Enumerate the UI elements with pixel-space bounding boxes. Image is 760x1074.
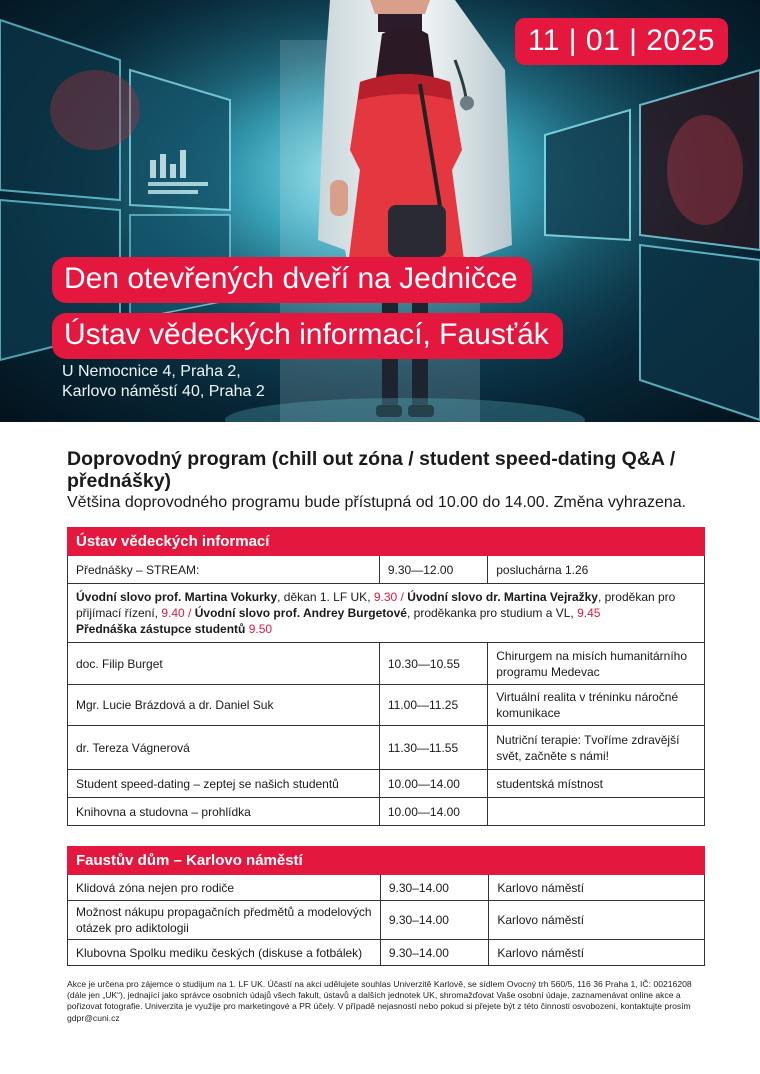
row-name: Klidová zóna nejen pro rodiče bbox=[68, 875, 381, 901]
event-date-badge: 11 | 01 | 2025 bbox=[515, 18, 728, 65]
speech-2-time: 9.40 bbox=[161, 606, 185, 620]
row-note: studentská místnost bbox=[488, 770, 705, 798]
row-name: Klubovna Spolku mediku českých (diskuse a fotbálek) bbox=[68, 940, 381, 966]
hero-banner bbox=[0, 0, 760, 422]
gdpr-footnote: Akce je určena pro zájemce o studijum na 1. LF UK. Účastí na akci udělujete souhlas Univerzitě Karlově, se sídlem Ovocný trh 560/5, 116 36 Praha 1, IČ: 00216208 (dále jen „UK“), jednající jako správce osobních údajů všech fakult, ústavů a dalších jednotek UK, shromažďovat Vaše osobní údaje, zaznamenávat online akce a pořizovat fotografie. Univerzita je využije pro marketingové a PR účely. V případě nejasností nebo pokud si přejete být z této činnosti osvobozeni, kontaktujte prosím gdpr@cuni.cz bbox=[67, 979, 692, 1023]
table-header-row bbox=[68, 847, 705, 875]
table-row-speeches bbox=[68, 584, 705, 643]
speech-1: Úvodní slovo prof. Martina Vokurky bbox=[76, 590, 278, 604]
table-heading-faust: Faustův dům – Karlovo náměstí bbox=[68, 847, 705, 875]
row-name: Možnost nákupu propagačních předmětů a modelových otázek pro adiktologii bbox=[68, 901, 381, 940]
row-name: Mgr. Lucie Brázdová a dr. Daniel Suk bbox=[68, 685, 380, 726]
separator: / bbox=[397, 590, 408, 604]
table-heading-uvi: Ústav vědeckých informací bbox=[68, 528, 705, 556]
row-name: doc. Filip Burget bbox=[68, 643, 380, 685]
speech-2-role: , proděkan pro přijímací řízení, bbox=[76, 590, 676, 620]
program-title: Doprovodný program (chill out zóna / student speed-dating Q&A / přednášky) bbox=[67, 448, 676, 492]
row-name: Knihovna a studovna – prohlídka bbox=[68, 798, 380, 826]
row-time: 11.00—11.25 bbox=[379, 685, 487, 726]
row-time: 9.30–14.00 bbox=[380, 940, 488, 966]
row-name: Přednášky – STREAM: bbox=[68, 556, 380, 584]
opening-speeches bbox=[68, 584, 705, 643]
separator: / bbox=[184, 606, 195, 620]
speech-4: Přednáška zástupce studentů bbox=[76, 622, 246, 636]
table-row bbox=[68, 798, 705, 826]
row-time: 11.30—11.55 bbox=[379, 726, 487, 770]
table-row bbox=[68, 901, 705, 940]
speech-3-role: , proděkanka pro studium a VL, bbox=[406, 606, 578, 620]
program-table-uvi bbox=[67, 527, 705, 826]
row-name: dr. Tereza Vágnerová bbox=[68, 726, 380, 770]
row-note bbox=[488, 798, 705, 826]
row-note: Karlovo náměstí bbox=[489, 901, 705, 940]
event-title: Den otevřených dveří na Jedničce bbox=[52, 257, 532, 303]
row-note: Chirurgem na misích humanitárního programu Medevac bbox=[488, 643, 705, 685]
speech-1-time: 9.30 bbox=[373, 590, 398, 604]
row-note: Karlovo náměstí bbox=[489, 940, 705, 966]
table-row bbox=[68, 556, 705, 584]
speech-3-time: 9.45 bbox=[577, 606, 601, 620]
speech-3: Úvodní slovo prof. Andrey Burgetové bbox=[194, 606, 407, 620]
row-time: 10.00—14.00 bbox=[379, 770, 487, 798]
speech-1-role: , děkan 1. LF UK, bbox=[277, 590, 374, 604]
row-note: posluchárna 1.26 bbox=[488, 556, 705, 584]
row-time: 9.30–14.00 bbox=[380, 875, 488, 901]
program-subtitle: Většina doprovodného programu bude přístupná od 10.00 do 14.00. Změna vyhrazena. bbox=[67, 494, 687, 511]
table-row bbox=[68, 875, 705, 901]
table-row bbox=[68, 643, 705, 685]
row-name: Student speed-dating – zeptej se našich studentů bbox=[68, 770, 380, 798]
speech-4-time: 9.50 bbox=[245, 622, 273, 636]
row-time: 10.00—14.00 bbox=[379, 798, 487, 826]
row-note: Virtuální realita v tréninku náročné komunikace bbox=[488, 685, 705, 726]
program-table-faust bbox=[67, 846, 705, 966]
table-row bbox=[68, 685, 705, 726]
event-venue-title: Ústav vědeckých informací, Fausťák bbox=[52, 313, 563, 359]
address-line-2: Karlovo náměstí 40, Praha 2 bbox=[62, 383, 265, 400]
table-row bbox=[68, 726, 705, 770]
table-row bbox=[68, 940, 705, 966]
row-time: 9.30—12.00 bbox=[379, 556, 487, 584]
speech-2: Úvodní slovo dr. Martina Vejražky bbox=[407, 590, 598, 604]
address-line-1: U Nemocnice 4, Praha 2, bbox=[62, 363, 241, 380]
row-note: Nutriční terapie: Tvoříme zdravější svět, začněte s námi! bbox=[488, 726, 705, 770]
table-row bbox=[68, 770, 705, 798]
row-time: 10.30—10.55 bbox=[379, 643, 487, 685]
row-note: Karlovo náměstí bbox=[489, 875, 705, 901]
row-time: 9.30–14.00 bbox=[380, 901, 488, 940]
table-header-row bbox=[68, 528, 705, 556]
